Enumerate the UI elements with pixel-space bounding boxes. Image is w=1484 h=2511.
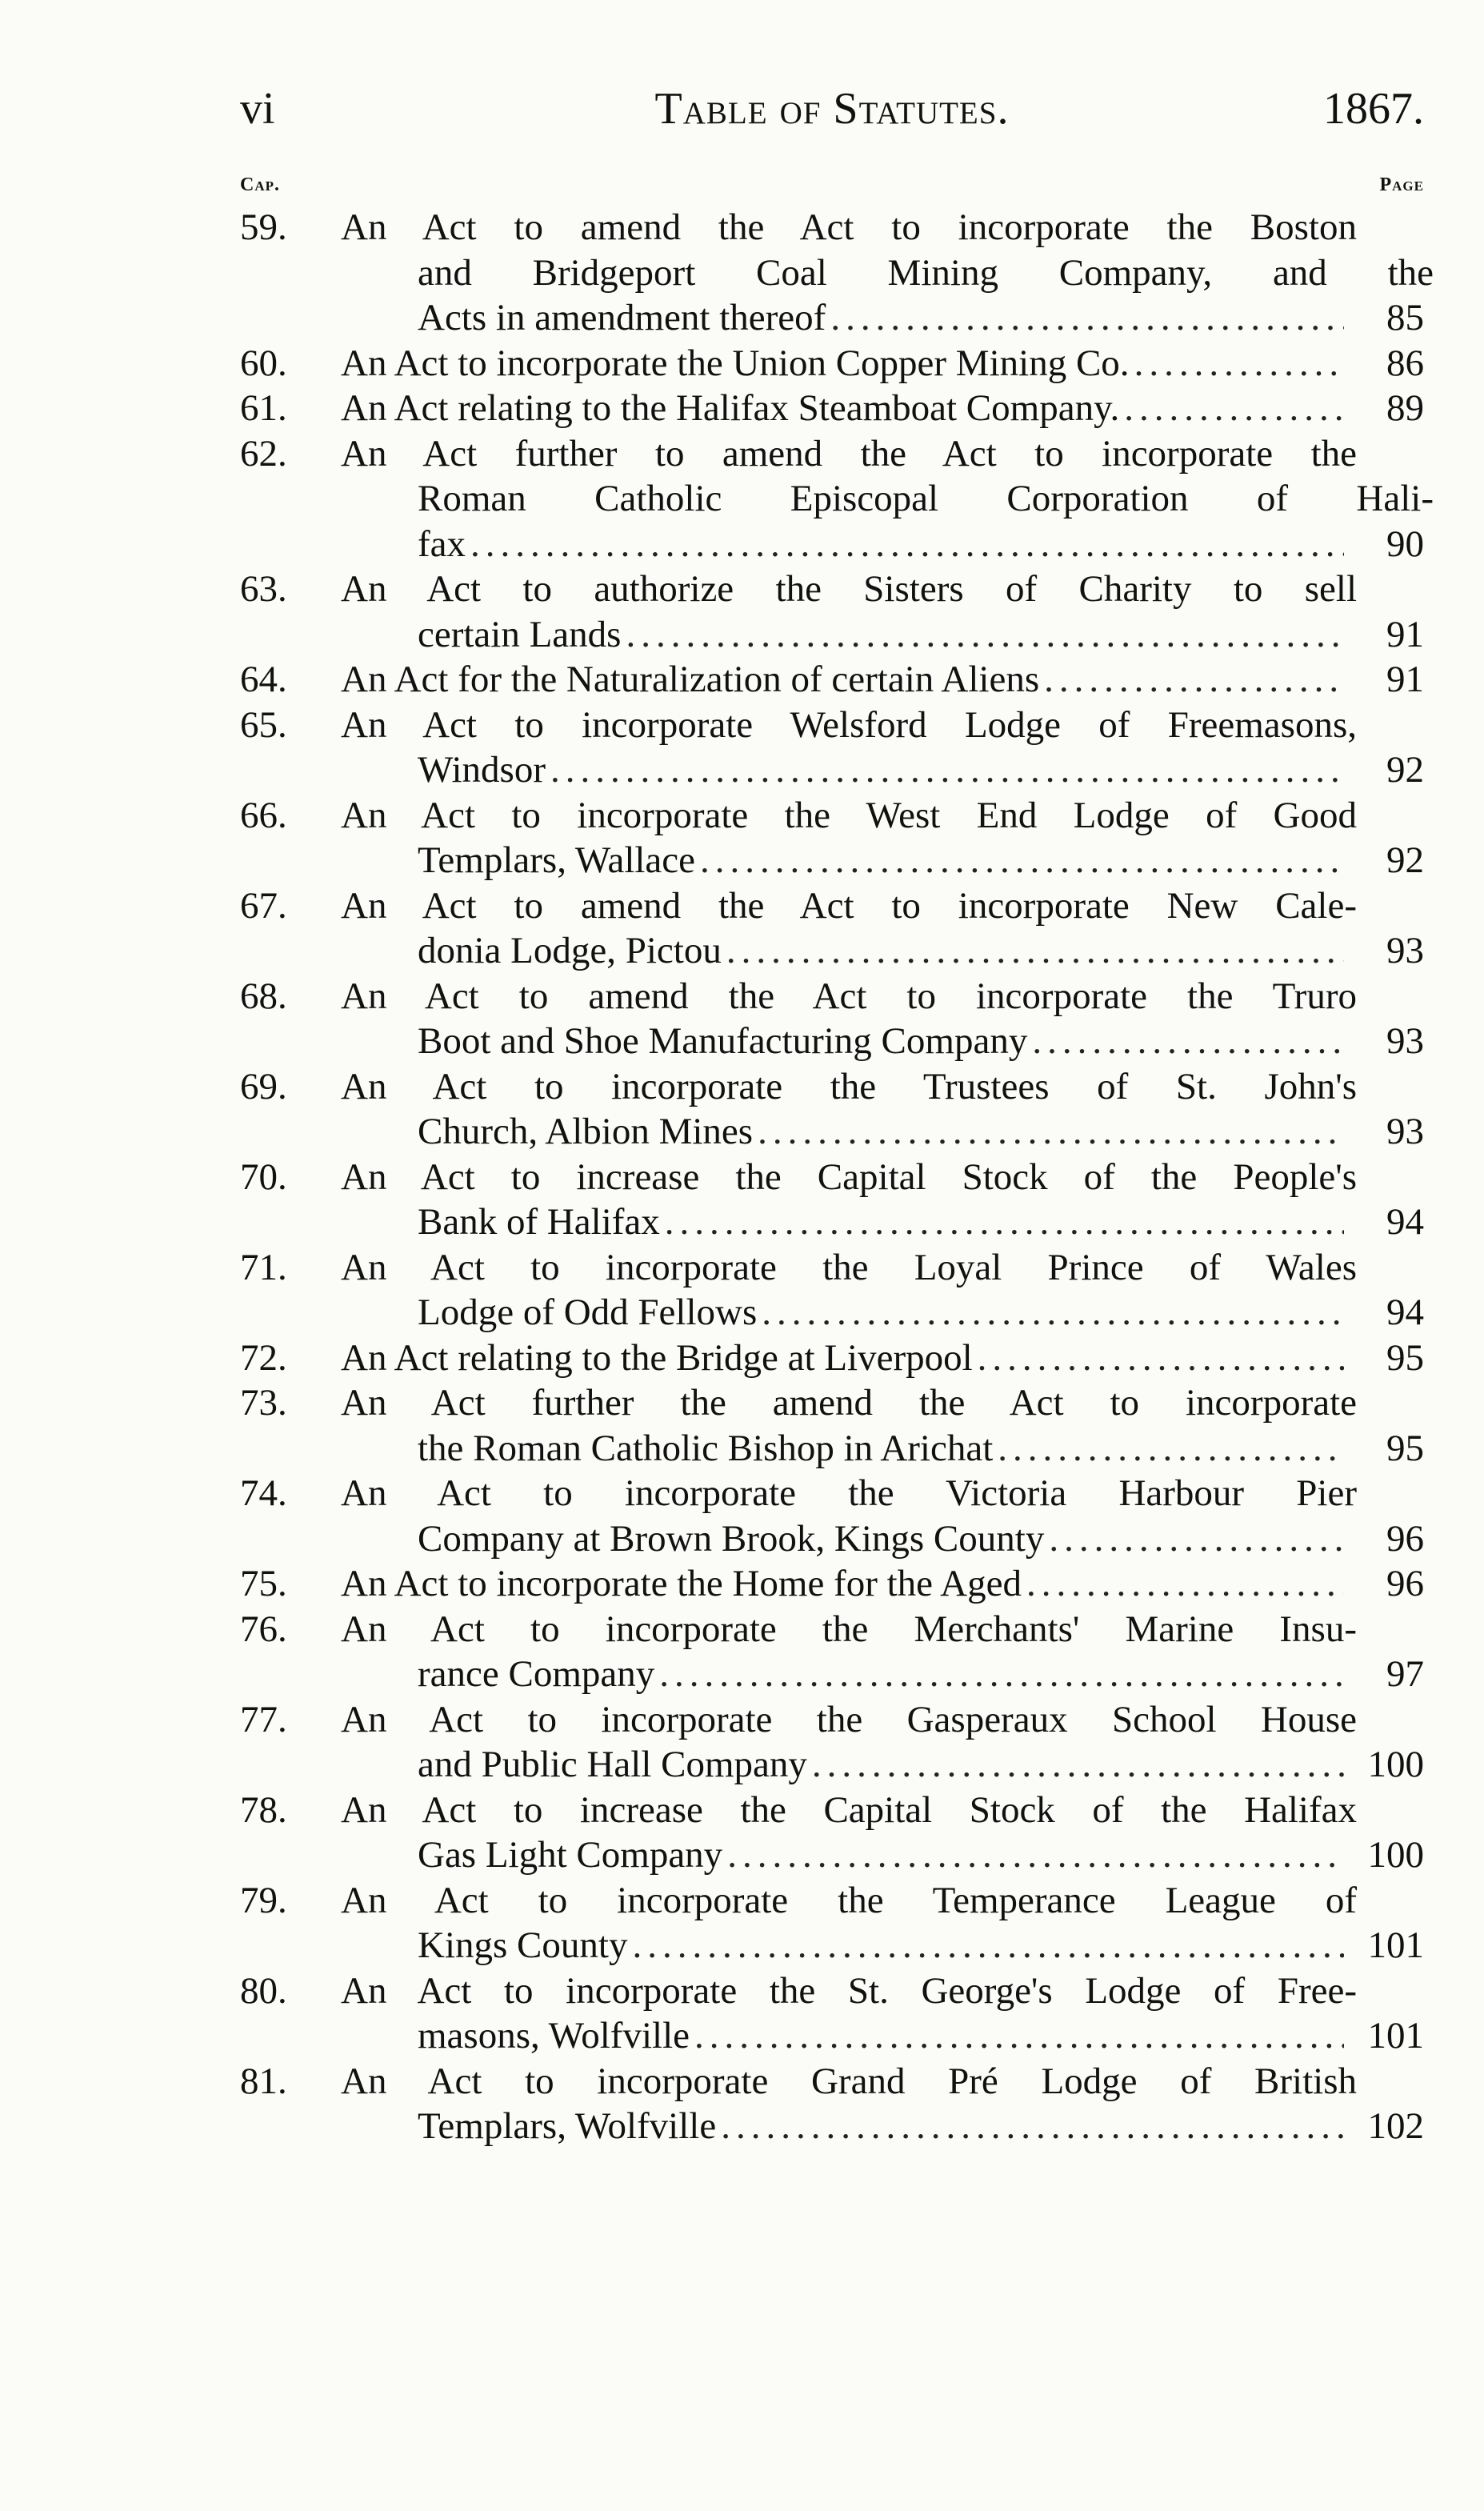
dot-leader — [830, 295, 1344, 341]
page-number: 93 — [1386, 1020, 1424, 1062]
statute-title-line — [240, 1652, 1424, 1697]
statute-title-line — [240, 2104, 1424, 2149]
page-number: 94 — [1386, 1201, 1424, 1243]
statute-title-line — [240, 703, 1424, 748]
page-number: 100 — [1367, 1744, 1424, 1785]
statute-title-text: An Act to incorporate the Gasperaux School House — [341, 1698, 1357, 1740]
statute-title-line — [240, 747, 1424, 793]
page-number: 89 — [1386, 387, 1424, 429]
chapter-number: 65. — [240, 703, 287, 746]
statute-entry — [240, 1064, 1424, 1155]
statute-title-line — [240, 2013, 1424, 2059]
statute-title-text: certain Lands — [418, 613, 622, 655]
statute-title-line — [240, 1199, 1424, 1245]
running-head — [240, 77, 1424, 141]
statute-title-line — [240, 295, 1424, 341]
page-column-heading: Page — [1379, 174, 1424, 195]
statute-title-line — [240, 1336, 1424, 1381]
page-number: 90 — [1386, 523, 1424, 565]
statute-title-text: An Act to authorize the Sisters of Charity to sell — [341, 568, 1357, 610]
statute-title-line — [240, 1516, 1424, 1562]
dot-leader — [1026, 1561, 1344, 1607]
statute-title-text: An Act further the amend the Act to incorporate — [341, 1382, 1357, 1424]
page-number: 100 — [1367, 1834, 1424, 1876]
chapter-number: 80. — [240, 1969, 287, 2012]
statute-entry — [240, 567, 1424, 657]
dot-leader — [694, 2013, 1344, 2059]
statute-title-line — [240, 1561, 1424, 1607]
page-number: 85 — [1386, 297, 1424, 338]
statute-title-text: Windsor — [418, 749, 546, 791]
statute-title-line — [240, 250, 1434, 296]
page-number: 93 — [1386, 930, 1424, 971]
statute-title-line — [240, 567, 1424, 612]
statute-title-line — [240, 1607, 1424, 1652]
page-number: 102 — [1367, 2105, 1424, 2147]
page-number: 101 — [1367, 2015, 1424, 2056]
statute-title-line — [240, 1968, 1424, 2014]
statute-title-text: An Act to incorporate the Union Copper Mining Co. — [341, 342, 1130, 384]
statute-title-text: An Act to amend the Act to incorporate the Boston — [341, 206, 1357, 248]
chapter-number: 70. — [240, 1155, 287, 1198]
statute-entry — [240, 1336, 1424, 1381]
statute-entry — [240, 2059, 1424, 2149]
page-number: 94 — [1386, 1292, 1424, 1333]
statute-title-line — [240, 431, 1424, 477]
statute-title-text: An Act to incorporate the Temperance League of — [341, 1879, 1357, 1921]
dot-leader — [1049, 1516, 1344, 1562]
chapter-number: 73. — [240, 1382, 287, 1424]
dot-leader — [550, 747, 1344, 793]
statute-title-text: Templars, Wolfville — [418, 2105, 717, 2147]
statute-entry — [240, 341, 1424, 386]
statute-title-text: Gas Light Company — [418, 1834, 723, 1876]
page-number: 96 — [1386, 1517, 1424, 1560]
statute-title-line — [240, 1697, 1424, 1743]
statute-title-line — [240, 657, 1424, 703]
dot-leader — [700, 838, 1344, 883]
statute-title-line — [240, 386, 1424, 431]
statute-title-text: Roman Catholic Episcopal Corporation of Hali- — [418, 478, 1434, 519]
statute-title-text: An Act to increase the Capital Stock of the People's — [341, 1155, 1357, 1198]
statute-entry — [240, 974, 1424, 1064]
statute-title-text: Boot and Shoe Manufacturing Company — [418, 1020, 1028, 1062]
statute-title-text: Company at Brown Brook, Kings County — [418, 1517, 1045, 1560]
statute-entry — [240, 431, 1434, 567]
statute-title-line — [240, 1426, 1424, 1472]
statute-title-line — [240, 793, 1424, 839]
statute-title-line — [240, 1788, 1424, 1833]
statute-entry — [240, 1561, 1424, 1607]
dot-leader — [758, 1109, 1344, 1155]
statute-list — [240, 205, 1434, 2149]
statute-title-text: An Act to incorporate the Victoria Harbour Pier — [341, 1472, 1357, 1514]
statute-entry — [240, 1788, 1424, 1878]
statute-entry — [240, 1607, 1424, 1697]
statute-title-text: and Public Hall Company — [418, 1744, 807, 1785]
statute-title-text: Church, Albion Mines — [418, 1111, 754, 1152]
statute-title-line — [240, 838, 1424, 883]
dot-leader — [1044, 657, 1344, 703]
statute-title-line — [240, 205, 1424, 250]
statute-entry — [240, 883, 1424, 974]
page-number: 86 — [1386, 342, 1424, 384]
page-number: 95 — [1386, 1336, 1424, 1379]
statute-title-text: An Act relating to the Bridge at Liverpool — [341, 1336, 973, 1379]
dot-leader — [470, 522, 1344, 567]
statute-title-text: An Act further to amend the Act to incorporate the — [341, 432, 1357, 475]
cap-column-heading: Cap. — [240, 174, 280, 195]
page-number: 92 — [1386, 749, 1424, 791]
dot-leader — [1124, 386, 1344, 431]
statute-entry — [240, 1471, 1424, 1561]
statute-title-line — [240, 928, 1424, 974]
statute-title-text: An Act to incorporate the Loyal Prince of Wales — [341, 1246, 1357, 1288]
statute-title-text: An Act relating to the Halifax Steamboat Company. — [341, 387, 1120, 429]
statute-title-text: Acts in amendment thereof — [418, 297, 826, 338]
statute-title-text: An Act to incorporate the Trustees of St. John's — [341, 1065, 1357, 1107]
statute-entry — [240, 657, 1424, 703]
statute-entry — [240, 1155, 1424, 1245]
chapter-number: 74. — [240, 1472, 287, 1514]
dot-leader — [626, 612, 1344, 658]
statute-title-line — [240, 1471, 1424, 1516]
statute-title-text: donia Lodge, Pictou — [418, 930, 722, 971]
page-number: 91 — [1386, 659, 1424, 700]
statute-entry — [240, 386, 1424, 431]
statute-title-line — [240, 1064, 1424, 1110]
chapter-number: 59. — [240, 206, 287, 248]
statute-title-text: An Act to amend the Act to incorporate the Truro — [341, 975, 1357, 1017]
statute-entry — [240, 793, 1424, 883]
statute-entry — [240, 703, 1424, 793]
chapter-number: 79. — [240, 1879, 287, 1921]
dot-leader — [727, 1832, 1344, 1878]
statute-title-line — [240, 1878, 1424, 1924]
statute-title-line — [240, 1245, 1424, 1291]
statute-entry — [240, 1245, 1424, 1336]
statute-title-text: An Act to incorporate the Merchants' Marine Insu- — [341, 1608, 1357, 1650]
statute-title-text: An Act to incorporate the West End Lodge of Good — [341, 794, 1357, 836]
statute-title-text: Lodge of Odd Fellows — [418, 1292, 758, 1333]
statute-title-line — [240, 1290, 1424, 1336]
chapter-number: 71. — [240, 1246, 287, 1288]
statute-title-line — [240, 1742, 1424, 1788]
page-number: 92 — [1386, 839, 1424, 881]
dot-leader — [726, 928, 1344, 974]
chapter-number: 62. — [240, 432, 287, 475]
dot-leader — [721, 2104, 1344, 2149]
statute-title-line — [240, 341, 1424, 386]
chapter-number: 77. — [240, 1698, 287, 1740]
statute-title-text: An Act for the Naturalization of certain Aliens — [341, 659, 1040, 700]
statute-title-line — [240, 1019, 1424, 1064]
dot-leader — [812, 1742, 1344, 1788]
statute-title-line — [240, 1832, 1424, 1878]
dot-leader — [978, 1336, 1344, 1381]
statute-title-line — [240, 883, 1424, 929]
statute-title-text: Kings County — [418, 1924, 628, 1966]
chapter-number: 63. — [240, 568, 287, 610]
statute-title-text: An Act to incorporate the Home for the Aged — [341, 1563, 1022, 1604]
statute-title-line — [240, 2059, 1424, 2105]
chapter-number: 76. — [240, 1608, 287, 1650]
statute-title-text: and Bridgeport Coal Mining Company, and the — [418, 251, 1434, 294]
page-title: Table of Statutes. — [654, 84, 1010, 134]
page-number: 95 — [1386, 1427, 1424, 1469]
chapter-number: 69. — [240, 1065, 287, 1107]
statute-title-line — [240, 1923, 1424, 1968]
page-number: 93 — [1386, 1111, 1424, 1152]
statute-title-line — [240, 1380, 1424, 1426]
statute-entry — [240, 1380, 1424, 1471]
statute-title-line — [240, 476, 1434, 522]
column-headings — [240, 174, 1424, 206]
page-folio: vi — [240, 84, 275, 134]
statute-title-line — [240, 1109, 1424, 1155]
statute-entry — [240, 1878, 1424, 1968]
chapter-number: 67. — [240, 884, 287, 927]
chapter-number: 81. — [240, 2060, 287, 2102]
statute-entry — [240, 1968, 1424, 2059]
chapter-number: 61. — [240, 387, 287, 429]
chapter-number: 64. — [240, 659, 287, 700]
statute-title-text: Bank of Halifax — [418, 1201, 660, 1243]
statute-title-text: An Act to amend the Act to incorporate New Cale- — [341, 884, 1357, 927]
statute-title-text: An Act to incorporate the St. George's Lodge of Free- — [341, 1969, 1357, 2012]
dot-leader — [659, 1652, 1344, 1697]
statute-title-text: An Act to increase the Capital Stock of the Halifax — [341, 1788, 1357, 1831]
statute-title-line — [240, 522, 1424, 567]
dot-leader — [665, 1199, 1344, 1245]
chapter-number: 72. — [240, 1336, 287, 1379]
page-year: 1867. — [1323, 84, 1424, 134]
statute-title-text: An Act to incorporate Welsford Lodge of Freemasons, — [341, 703, 1357, 746]
statute-title-line — [240, 612, 1424, 658]
dot-leader — [632, 1923, 1344, 1968]
dot-leader — [1032, 1019, 1344, 1064]
page-number: 97 — [1386, 1653, 1424, 1695]
chapter-number: 68. — [240, 975, 287, 1017]
statute-title-line — [240, 974, 1424, 1019]
statute-title-text: An Act to incorporate Grand Pré Lodge of British — [341, 2060, 1357, 2102]
dot-leader — [998, 1426, 1344, 1472]
page-number: 96 — [1386, 1563, 1424, 1604]
statute-title-text: fax — [418, 523, 466, 565]
statute-title-text: the Roman Catholic Bishop in Arichat — [418, 1427, 994, 1469]
page-number: 91 — [1386, 613, 1424, 655]
chapter-number: 60. — [240, 342, 287, 384]
statute-title-text: rance Company — [418, 1653, 655, 1695]
page-number: 101 — [1367, 1924, 1424, 1966]
statute-title-line — [240, 1155, 1424, 1200]
statute-entry — [240, 205, 1434, 341]
statute-title-text: Templars, Wallace — [418, 839, 696, 881]
dot-leader — [762, 1290, 1344, 1336]
statute-entry — [240, 1697, 1424, 1788]
dot-leader — [1134, 341, 1344, 386]
chapter-number: 75. — [240, 1563, 287, 1604]
chapter-number: 66. — [240, 794, 287, 836]
statute-title-text: masons, Wolfville — [418, 2015, 690, 2056]
chapter-number: 78. — [240, 1788, 287, 1831]
